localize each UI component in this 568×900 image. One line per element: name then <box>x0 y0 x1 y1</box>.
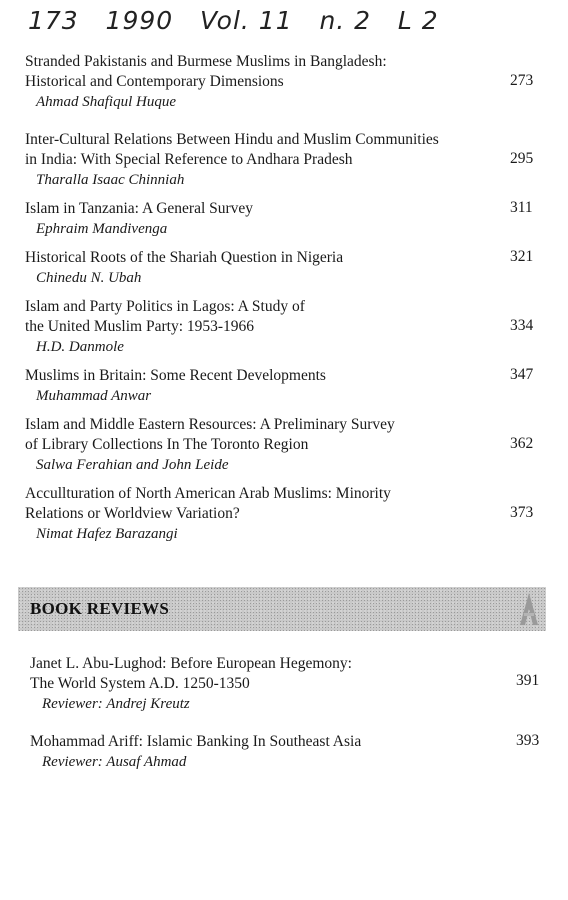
article-page-number: 295 <box>510 150 534 167</box>
article-title-line: Islam in Tanzania: A General Survey <box>25 200 254 217</box>
article-page-number: 362 <box>510 435 534 452</box>
article-author: Chinedu N. Ubah <box>36 270 142 286</box>
article-author: Nimat Hafez Barazangi <box>36 526 178 542</box>
review-reviewer: Reviewer: Andrej Kreutz <box>42 696 190 712</box>
article-title-line: Islam and Party Politics in Lagos: A Study of <box>25 298 305 315</box>
article-page-number: 311 <box>510 199 533 216</box>
review-reviewer: Reviewer: Ausaf Ahmad <box>42 754 187 770</box>
article-title-line: Relations or Worldview Variation? <box>25 505 240 522</box>
review-title-line: Janet L. Abu-Lughod: Before European Hegemony: <box>30 655 352 672</box>
article-title-line: in India: With Special Reference to Andhara Pradesh <box>25 151 353 168</box>
article-author: Ahmad Shafiqul Huque <box>36 94 176 110</box>
book-reviews-header-band <box>18 587 546 631</box>
article-author: Muhammad Anwar <box>36 388 152 404</box>
article-title-line: Historical and Contemporary Dimensions <box>25 73 284 90</box>
article-page-number: 321 <box>510 248 534 265</box>
article-title-line: of Library Collections In The Toronto Region <box>25 436 309 453</box>
review-title-line: The World System A.D. 1250-1350 <box>30 675 250 692</box>
article-title-line: the United Muslim Party: 1953-1966 <box>25 318 255 335</box>
article-page-number: 273 <box>510 72 534 89</box>
decorative-letter-mark-icon <box>518 591 540 625</box>
book-reviews-heading: BOOK REVIEWS <box>30 599 170 618</box>
article-page-number: 373 <box>510 504 534 521</box>
article-title-line: Stranded Pakistanis and Burmese Muslims in Bangladesh: <box>25 53 387 70</box>
review-page-number: 393 <box>516 732 540 749</box>
article-author: H.D. Danmole <box>36 339 124 355</box>
article-title-line: Muslims in Britain: Some Recent Developments <box>25 367 326 384</box>
article-title-line: Accullturation of North American Arab Muslims: Minority <box>25 485 391 502</box>
article-title-line: Islam and Middle Eastern Resources: A Preliminary Survey <box>25 416 395 433</box>
article-page-number: 334 <box>510 317 534 334</box>
article-author: Salwa Ferahian and John Leide <box>36 457 229 473</box>
article-author: Ephraim Mandivenga <box>36 221 168 237</box>
article-author: Tharalla Isaac Chinniah <box>36 172 185 188</box>
review-page-number: 391 <box>516 672 540 689</box>
article-title-line: Historical Roots of the Shariah Question in Nigeria <box>25 249 344 266</box>
article-title-line: Inter-Cultural Relations Between Hindu and Muslim Communities <box>25 131 439 148</box>
review-title-line: Mohammad Ariff: Islamic Banking In Southeast Asia <box>30 733 362 750</box>
handwritten-catalog-note: 173 1990 Vol. 11 n. 2 L 2 <box>28 6 439 35</box>
article-page-number: 347 <box>510 366 534 383</box>
